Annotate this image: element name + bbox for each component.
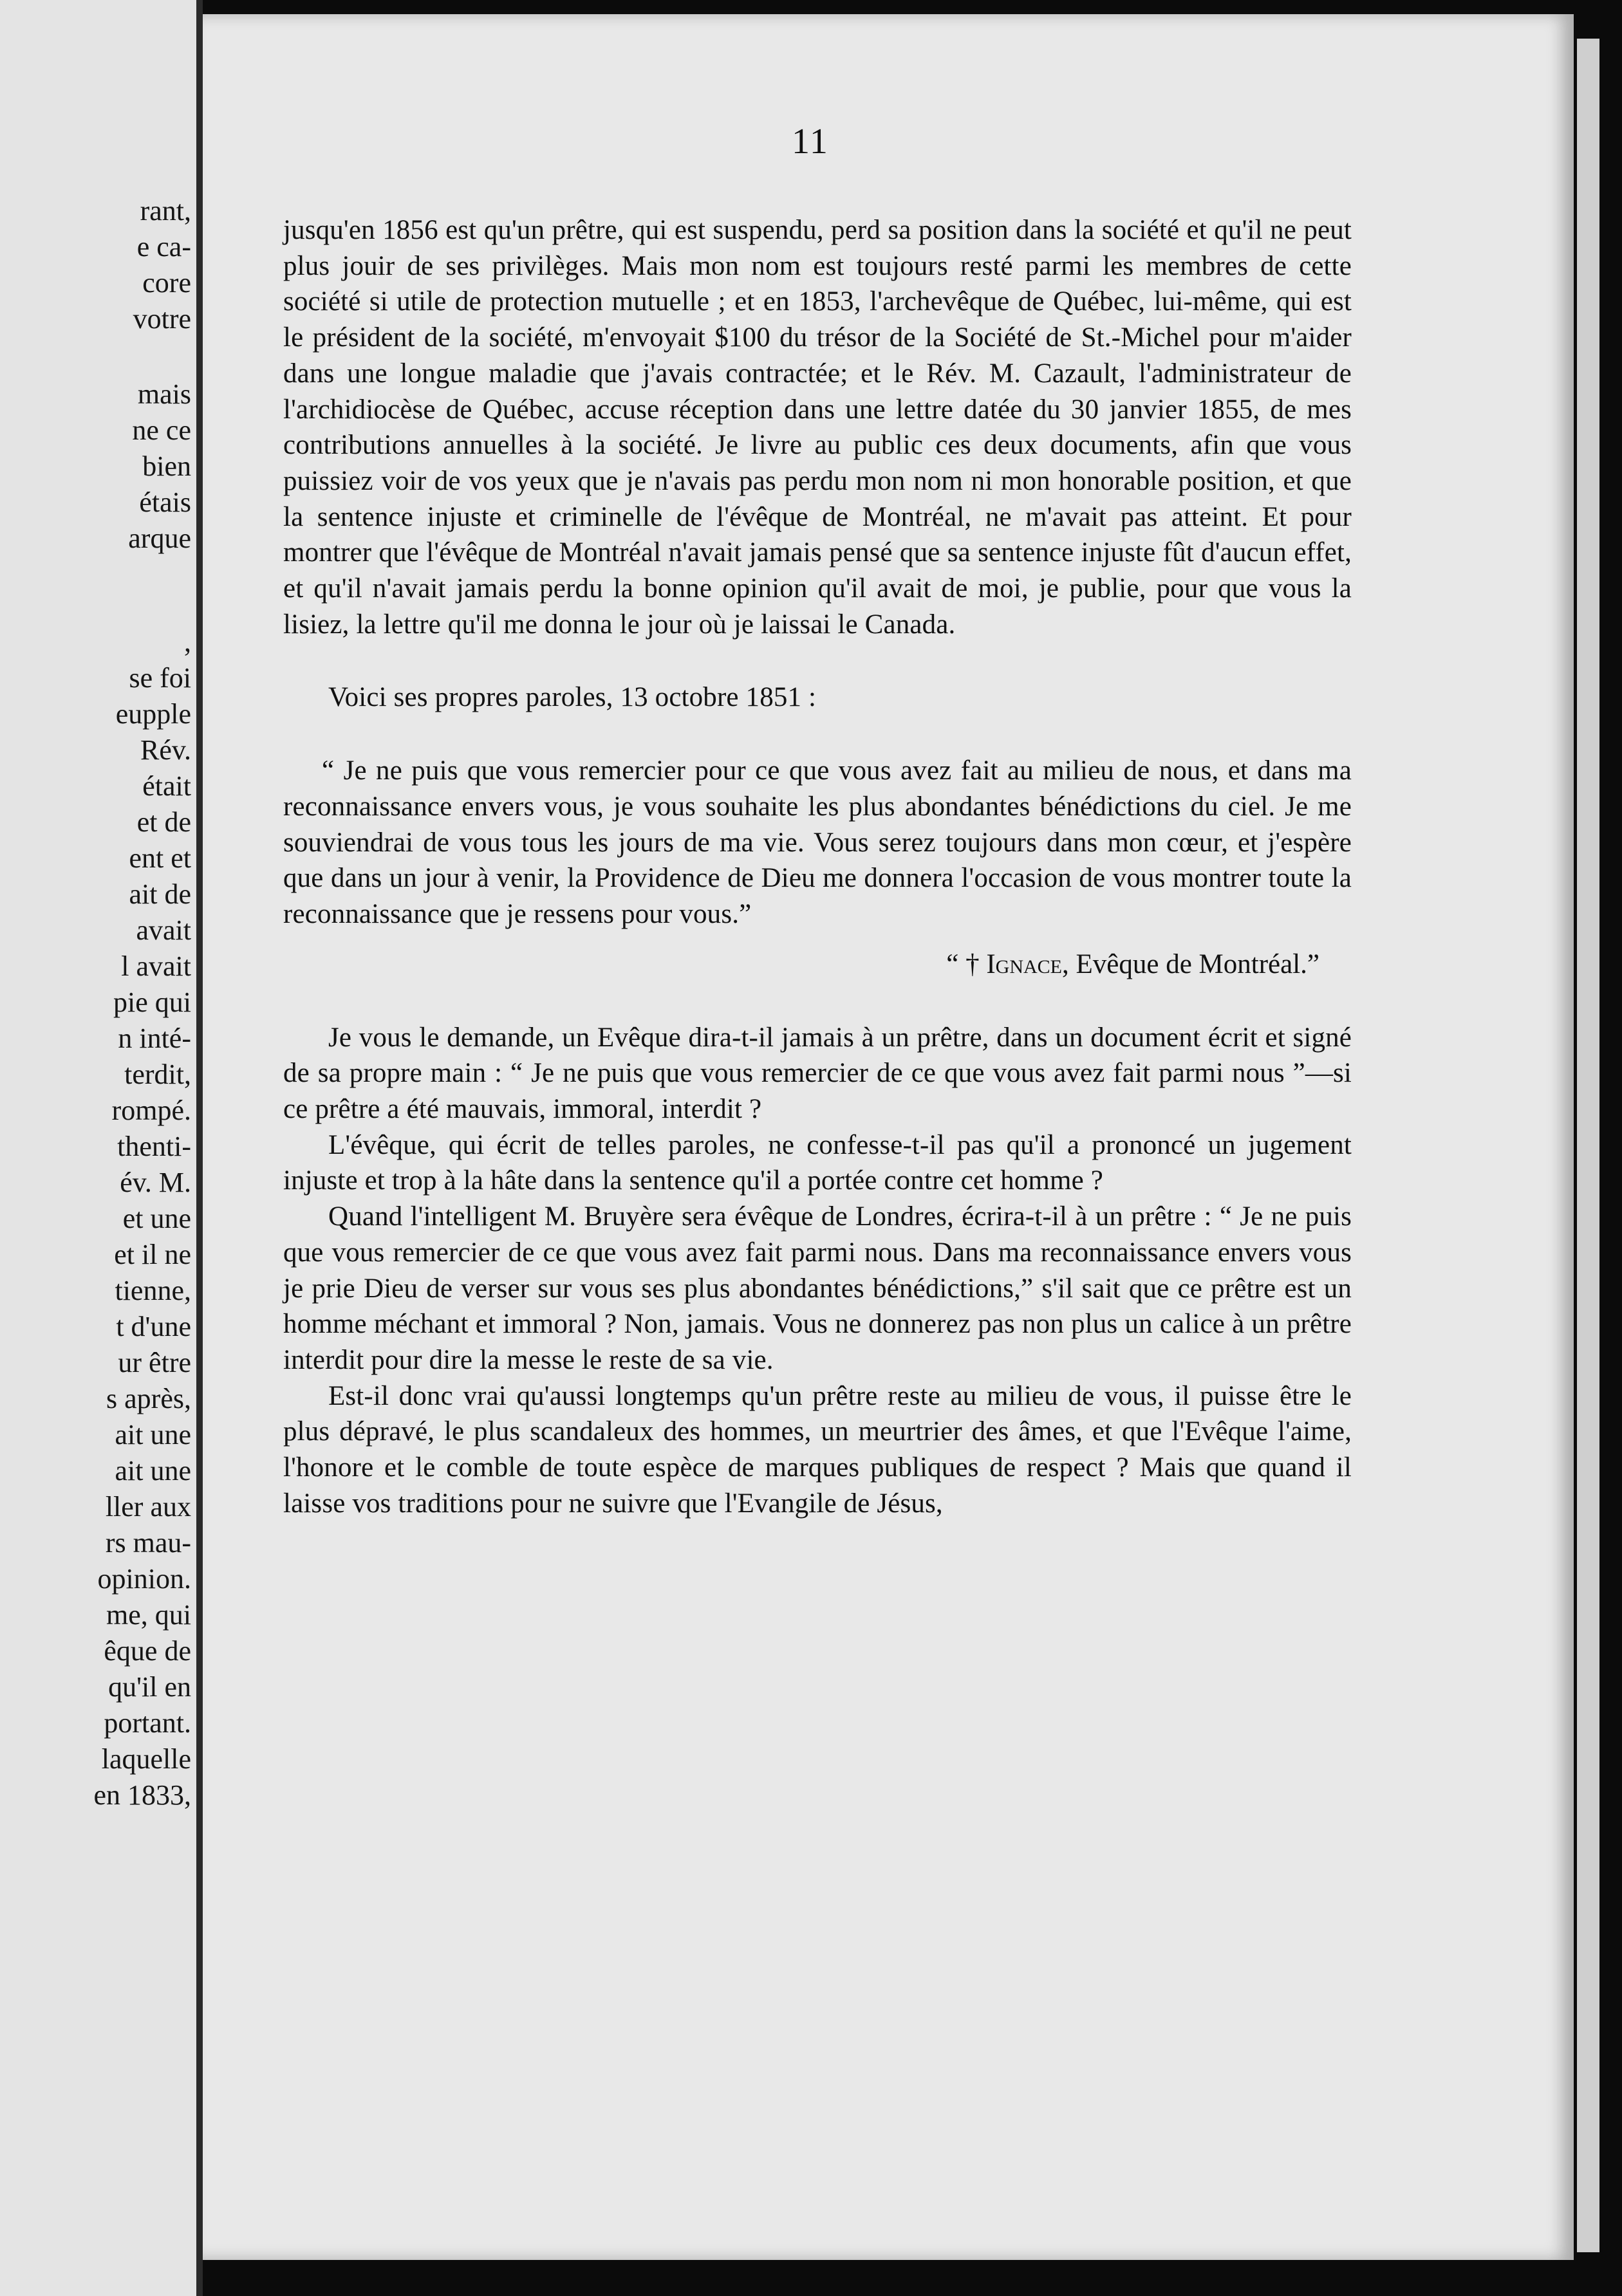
signature-prefix: “ † [946, 949, 987, 979]
fragment-line: était [142, 770, 191, 802]
fragment-line: rompé. [111, 1095, 191, 1126]
fragment-line: core [142, 267, 191, 299]
fragment-line: êque de [104, 1635, 191, 1667]
fragment-line: pie qui [113, 986, 191, 1018]
fragment-line: portant. [104, 1707, 191, 1739]
fragment-line: étais [139, 486, 191, 518]
fragment-line: s après, [106, 1383, 191, 1414]
page-gutter [196, 0, 203, 2296]
fragment-line: ent et [129, 842, 191, 874]
paragraph-6: Est-il donc vrai qu'aussi longtemps qu'un prêtre reste au milieu de vous, il puisse être le plus dépravé, le plus scandaleux des hommes, un meurtrier des âmes, et que l'Evêque l'aime, l'honore et le comble de toute espèce de marques publiques de respect ? Mais que quand il laisse vos traditions pour ne suivre que l'Evangile de Jésus, [283, 1380, 1352, 1519]
paragraph-1: jusqu'en 1856 est qu'un prêtre, qui est suspendu, perd sa position dans la société et qu'il ne peut plus jouir de ses privilèges. Mais mon nom est toujours resté parmi les membres de cette société si utile de protection mutuelle ; et en 1853, l'archevêque de Québec, lui-même, qui est le président de la société, m'envoyait $100 du trésor de la Société de St.-Michel pour m'aider dans une longue maladie que j'avais contractée; et le Rév. M. Cazault, l'administrateur de l'archidiocèse de Québec, accuse réception dans une lettre datée du 30 janvier 1855, de mes contributions annuelles à la société. Je livre au public ces deux documents, afin que vous puissiez voir de vos yeux que je n'avais pas perdu mon nom ni mon honorable position, et que la sentence injuste et criminelle de l'évêque de Montréal, ne m'avait pas atteint. Et pour montrer que l'évêque de Montréal n'avait jamais pensé que sa sentence injuste fût d'aucun effet, et qu'il n'avait jamais perdu la bonne opinion qu'il avait de moi, je publie, pour que vous la lisiez, la lettre qu'il me donna le jour où je laissai le Canada. [283, 215, 1352, 640]
fragment-line: ait une [115, 1455, 191, 1486]
fragment-line: ne ce [132, 414, 191, 446]
fragment-line: eupple [115, 698, 191, 730]
signature [283, 947, 1352, 983]
paragraph-5: Quand l'intelligent M. Bruyère sera évêque de Londres, écrira-t-il à un prêtre : “ Je ne puis que vous remercier de ce que vous avez fait parmi nous. Dans ma reconnaissance envers vous je prie Dieu de verser sur vous ses plus abondantes bénédictions,” s'il sait que ce prêtre est un homme méchant et immoral ? Non, jamais. Vous ne donnerez pas non plus un calice à un prêtre interdit pour dire la messe le reste de sa vie. [283, 1201, 1352, 1375]
signature-name: Ignace [986, 949, 1063, 979]
fragment-line: terdit, [124, 1059, 191, 1090]
fragment-line: votre [133, 303, 191, 335]
previous-page-fragment [0, 0, 196, 2296]
fragment-line: en 1833, [93, 1779, 191, 1811]
fragment-line: ait de [129, 878, 191, 910]
fragment-line: se foi [129, 662, 191, 694]
paragraph-3: Je vous le demande, un Evêque dira-t-il jamais à un prêtre, dans un document écrit et signé de sa propre main : “ Je ne puis que vous remercier de ce que vous avez fait parmi nous ”—si ce prêtre a été mauvais, immoral, interdit ? [283, 1022, 1352, 1125]
fragment-line: thenti- [117, 1131, 191, 1162]
fragment-line: év. M. [120, 1167, 191, 1198]
signature-suffix: , Evêque de Montréal.” [1062, 949, 1319, 979]
fragment-line: mais [137, 378, 191, 410]
fragment-line: l avait [121, 950, 191, 982]
fragment-line: n inté- [118, 1023, 191, 1054]
fragment-line: bien [142, 450, 191, 482]
fragment-line: et il ne [114, 1239, 191, 1270]
fragment-line: , [184, 626, 191, 658]
fragment-line: et une [122, 1203, 191, 1234]
fragment-line: opinion. [97, 1563, 191, 1595]
paragraph-2: Voici ses propres paroles, 13 octobre 1851 : [328, 682, 817, 713]
body-text [283, 212, 1352, 1522]
fragment-line: ait une [115, 1419, 191, 1450]
fragment-line: rs mau- [105, 1527, 191, 1559]
fragment-line: arque [128, 523, 191, 554]
fragment-line: avait [136, 914, 191, 946]
fragment-line: e ca- [136, 231, 191, 263]
fragment-line: ller aux [105, 1491, 191, 1523]
fragment-line: rant, [140, 195, 191, 227]
fragment-line: me, qui [106, 1599, 191, 1631]
fragment-line: tienne, [115, 1275, 191, 1306]
next-page-edge [1577, 39, 1599, 2252]
page-number: 11 [792, 122, 829, 162]
fragment-line: et de [136, 806, 191, 838]
fragment-line: Rév. [140, 734, 191, 766]
fragment-line: qu'il en [108, 1671, 191, 1703]
quotation: “ Je ne puis que vous remercier pour ce que vous avez fait au milieu de nous, et dans ma reconnaissance envers vous, je vous souhaite les plus abondantes bénédictions du ciel. Je me souviendrai de vous tous les jours de ma vie. Vous serez toujours dans mon cœur, et j'espère que dans un jour à venir, la Providence de Dieu me donnera l'occasion de vous montrer toute la reconnaissance que je ressens pour vous.” [283, 755, 1352, 929]
fragment-line: t d'une [116, 1311, 191, 1342]
fragment-line: ur être [118, 1347, 191, 1378]
fragment-line: laquelle [101, 1743, 191, 1775]
paragraph-4: L'évêque, qui écrit de telles paroles, ne confesse-t-il pas qu'il a prononcé un jugement injuste et trop à la hâte dans la sentence qu'il a portée contre cet homme ? [283, 1129, 1352, 1196]
